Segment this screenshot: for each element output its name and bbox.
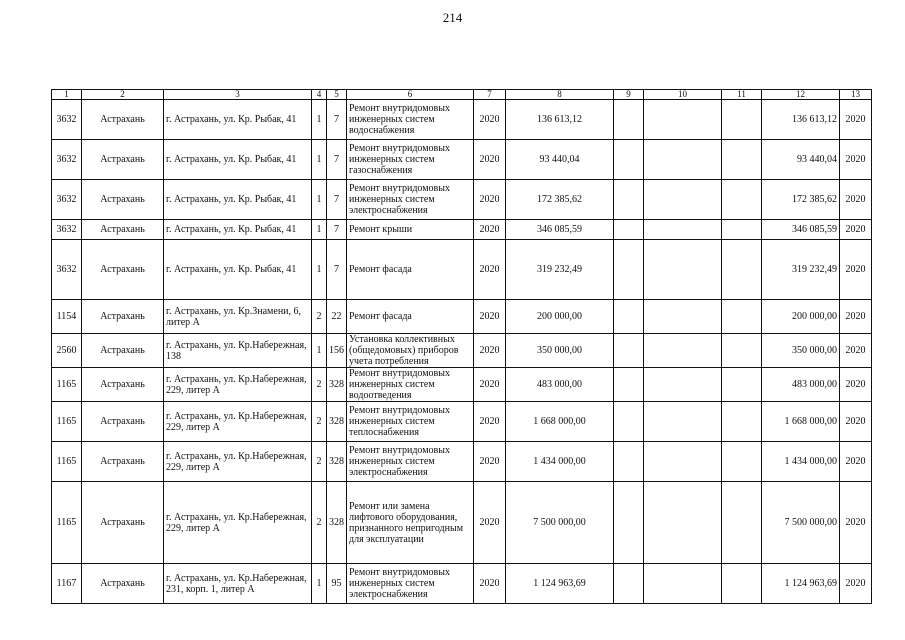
table-cell-col12: 346 085,59 bbox=[762, 220, 840, 240]
table-cell-col5: 7 bbox=[327, 180, 347, 220]
table-cell-col11 bbox=[722, 180, 762, 220]
table-cell-col2: Астрахань bbox=[82, 100, 164, 140]
table-cell-col7: 2020 bbox=[474, 300, 506, 334]
table-cell-col2: Астрахань bbox=[82, 442, 164, 482]
table-cell-col12: 93 440,04 bbox=[762, 140, 840, 180]
table-cell-col12: 7 500 000,00 bbox=[762, 482, 840, 564]
table-cell-col13: 2020 bbox=[840, 482, 872, 564]
table-cell-col4: 1 bbox=[312, 334, 327, 368]
table-cell-col4: 2 bbox=[312, 368, 327, 402]
table-cell-col8: 350 000,00 bbox=[506, 334, 614, 368]
table-cell-col8: 93 440,04 bbox=[506, 140, 614, 180]
table-cell-col1: 1167 bbox=[52, 564, 82, 604]
column-header: 11 bbox=[722, 90, 762, 100]
table-cell-col5: 156 bbox=[327, 334, 347, 368]
table-cell-col11 bbox=[722, 402, 762, 442]
table-cell-col11 bbox=[722, 334, 762, 368]
table-cell-col13: 2020 bbox=[840, 300, 872, 334]
column-header: 9 bbox=[614, 90, 644, 100]
table-cell-col6: Ремонт внутридомовых инженерных систем газоснабжения bbox=[347, 140, 474, 180]
table-cell-col3: г. Астрахань, ул. Кр.Набережная, 229, литер А bbox=[164, 368, 312, 402]
table-cell-col9 bbox=[614, 100, 644, 140]
table-cell-col9 bbox=[614, 564, 644, 604]
table-cell-col8: 1 668 000,00 bbox=[506, 402, 614, 442]
table-cell-col2: Астрахань bbox=[82, 564, 164, 604]
table-cell-col9 bbox=[614, 442, 644, 482]
table-cell-col10 bbox=[644, 368, 722, 402]
table-cell-col13: 2020 bbox=[840, 220, 872, 240]
table-cell-col4: 1 bbox=[312, 240, 327, 300]
table-cell-col7: 2020 bbox=[474, 140, 506, 180]
table-cell-col11 bbox=[722, 140, 762, 180]
table-row bbox=[52, 442, 872, 482]
table-cell-col8: 1 124 963,69 bbox=[506, 564, 614, 604]
table-cell-col1: 3632 bbox=[52, 180, 82, 220]
table-cell-col5: 95 bbox=[327, 564, 347, 604]
table-cell-col10 bbox=[644, 482, 722, 564]
table-cell-col8: 483 000,00 bbox=[506, 368, 614, 402]
table-cell-col6: Ремонт внутридомовых инженерных систем электроснабжения bbox=[347, 180, 474, 220]
table-row bbox=[52, 402, 872, 442]
column-header: 12 bbox=[762, 90, 840, 100]
table-cell-col12: 136 613,12 bbox=[762, 100, 840, 140]
table-cell-col13: 2020 bbox=[840, 240, 872, 300]
table-cell-col10 bbox=[644, 220, 722, 240]
table-cell-col12: 350 000,00 bbox=[762, 334, 840, 368]
table-cell-col7: 2020 bbox=[474, 220, 506, 240]
table-row bbox=[52, 334, 872, 368]
table-cell-col5: 22 bbox=[327, 300, 347, 334]
table-cell-col10 bbox=[644, 100, 722, 140]
table-cell-col7: 2020 bbox=[474, 368, 506, 402]
table-cell-col3: г. Астрахань, ул. Кр.Набережная, 138 bbox=[164, 334, 312, 368]
table-cell-col4: 2 bbox=[312, 402, 327, 442]
table-row bbox=[52, 482, 872, 564]
table-cell-col5: 328 bbox=[327, 368, 347, 402]
table-cell-col4: 1 bbox=[312, 140, 327, 180]
table-cell-col9 bbox=[614, 402, 644, 442]
table-cell-col6: Ремонт фасада bbox=[347, 240, 474, 300]
table-cell-col13: 2020 bbox=[840, 140, 872, 180]
table-cell-col3: г. Астрахань, ул. Кр. Рыбак, 41 bbox=[164, 240, 312, 300]
table-cell-col5: 328 bbox=[327, 402, 347, 442]
table-cell-col6: Ремонт внутридомовых инженерных систем водоснабжения bbox=[347, 100, 474, 140]
table-cell-col13: 2020 bbox=[840, 442, 872, 482]
column-header: 1 bbox=[52, 90, 82, 100]
table-row bbox=[52, 240, 872, 300]
table-cell-col4: 2 bbox=[312, 442, 327, 482]
table-cell-col7: 2020 bbox=[474, 240, 506, 300]
table-cell-col11 bbox=[722, 220, 762, 240]
table-cell-col9 bbox=[614, 140, 644, 180]
table-cell-col13: 2020 bbox=[840, 368, 872, 402]
table-cell-col10 bbox=[644, 402, 722, 442]
table-cell-col1: 3632 bbox=[52, 220, 82, 240]
table-cell-col8: 172 385,62 bbox=[506, 180, 614, 220]
table-row bbox=[52, 564, 872, 604]
column-header: 10 bbox=[644, 90, 722, 100]
table-cell-col6: Установка коллективных (общедомовых) приборов учета потребления bbox=[347, 334, 474, 368]
page-number: 214 bbox=[442, 10, 463, 25]
table-cell-col1: 1165 bbox=[52, 482, 82, 564]
table-cell-col12: 319 232,49 bbox=[762, 240, 840, 300]
table-cell-col11 bbox=[722, 100, 762, 140]
table-cell-col10 bbox=[644, 180, 722, 220]
table-cell-col8: 136 613,12 bbox=[506, 100, 614, 140]
table-cell-col11 bbox=[722, 482, 762, 564]
table-cell-col8: 346 085,59 bbox=[506, 220, 614, 240]
table-cell-col9 bbox=[614, 482, 644, 564]
column-header: 13 bbox=[840, 90, 872, 100]
table-cell-col1: 2560 bbox=[52, 334, 82, 368]
table-cell-col2: Астрахань bbox=[82, 140, 164, 180]
table-cell-col4: 2 bbox=[312, 482, 327, 564]
table-row bbox=[52, 140, 872, 180]
table-cell-col9 bbox=[614, 220, 644, 240]
table-cell-col5: 7 bbox=[327, 140, 347, 180]
table-cell-col11 bbox=[722, 564, 762, 604]
table-cell-col3: г. Астрахань, ул. Кр.Знамени, 6, литер А bbox=[164, 300, 312, 334]
table-cell-col9 bbox=[614, 334, 644, 368]
table-cell-col1: 1165 bbox=[52, 402, 82, 442]
table-cell-col9 bbox=[614, 240, 644, 300]
table-cell-col4: 1 bbox=[312, 100, 327, 140]
table-cell-col6: Ремонт крыши bbox=[347, 220, 474, 240]
table-cell-col10 bbox=[644, 300, 722, 334]
column-header: 7 bbox=[474, 90, 506, 100]
table-cell-col7: 2020 bbox=[474, 334, 506, 368]
table-row bbox=[52, 220, 872, 240]
table-row bbox=[52, 180, 872, 220]
table-cell-col2: Астрахань bbox=[82, 300, 164, 334]
table-cell-col13: 2020 bbox=[840, 564, 872, 604]
table-cell-col11 bbox=[722, 300, 762, 334]
table-cell-col10 bbox=[644, 334, 722, 368]
table-cell-col11 bbox=[722, 240, 762, 300]
table-cell-col3: г. Астрахань, ул. Кр. Рыбак, 41 bbox=[164, 180, 312, 220]
table-cell-col5: 7 bbox=[327, 100, 347, 140]
table-cell-col2: Астрахань bbox=[82, 180, 164, 220]
table-cell-col1: 1165 bbox=[52, 442, 82, 482]
table-cell-col9 bbox=[614, 180, 644, 220]
works-table bbox=[51, 89, 872, 604]
table-row bbox=[52, 368, 872, 402]
column-header: 2 bbox=[82, 90, 164, 100]
table-cell-col3: г. Астрахань, ул. Кр.Набережная, 229, литер А bbox=[164, 482, 312, 564]
table-cell-col4: 1 bbox=[312, 564, 327, 604]
table-cell-col10 bbox=[644, 442, 722, 482]
table-cell-col12: 172 385,62 bbox=[762, 180, 840, 220]
column-header: 8 bbox=[506, 90, 614, 100]
table-cell-col6: Ремонт внутридомовых инженерных систем теплоснабжения bbox=[347, 402, 474, 442]
table-cell-col5: 7 bbox=[327, 220, 347, 240]
table-cell-col3: г. Астрахань, ул. Кр. Рыбак, 41 bbox=[164, 140, 312, 180]
table-cell-col10 bbox=[644, 240, 722, 300]
table-cell-col6: Ремонт внутридомовых инженерных систем электроснабжения bbox=[347, 564, 474, 604]
table-cell-col6: Ремонт фасада bbox=[347, 300, 474, 334]
table-cell-col9 bbox=[614, 300, 644, 334]
table-cell-col6: Ремонт внутридомовых инженерных систем водоотведения bbox=[347, 368, 474, 402]
table-cell-col2: Астрахань bbox=[82, 482, 164, 564]
table-cell-col7: 2020 bbox=[474, 564, 506, 604]
table-cell-col2: Астрахань bbox=[82, 402, 164, 442]
table-cell-col4: 1 bbox=[312, 180, 327, 220]
column-header: 5 bbox=[327, 90, 347, 100]
table-cell-col7: 2020 bbox=[474, 442, 506, 482]
table-cell-col6: Ремонт или замена лифтового оборудования, признанного непригодным для эксплуатации bbox=[347, 482, 474, 564]
table-cell-col3: г. Астрахань, ул. Кр.Набережная, 229, литер А bbox=[164, 442, 312, 482]
table-cell-col7: 2020 bbox=[474, 402, 506, 442]
table-cell-col8: 1 434 000,00 bbox=[506, 442, 614, 482]
table-cell-col5: 328 bbox=[327, 442, 347, 482]
table-cell-col8: 319 232,49 bbox=[506, 240, 614, 300]
table-cell-col12: 1 668 000,00 bbox=[762, 402, 840, 442]
table-cell-col1: 3632 bbox=[52, 140, 82, 180]
table-row bbox=[52, 300, 872, 334]
table-cell-col12: 1 124 963,69 bbox=[762, 564, 840, 604]
table-cell-col13: 2020 bbox=[840, 180, 872, 220]
table-cell-col7: 2020 bbox=[474, 180, 506, 220]
table-row bbox=[52, 100, 872, 140]
table-cell-col13: 2020 bbox=[840, 100, 872, 140]
column-header: 3 bbox=[164, 90, 312, 100]
table-header-row bbox=[52, 90, 872, 100]
table-cell-col3: г. Астрахань, ул. Кр. Рыбак, 41 bbox=[164, 100, 312, 140]
table-cell-col1: 3632 bbox=[52, 240, 82, 300]
column-header: 4 bbox=[312, 90, 327, 100]
table-cell-col2: Астрахань bbox=[82, 240, 164, 300]
table-cell-col3: г. Астрахань, ул. Кр.Набережная, 229, литер А bbox=[164, 402, 312, 442]
table-cell-col7: 2020 bbox=[474, 100, 506, 140]
table-cell-col3: г. Астрахань, ул. Кр. Рыбак, 41 bbox=[164, 220, 312, 240]
table-cell-col12: 483 000,00 bbox=[762, 368, 840, 402]
table-cell-col13: 2020 bbox=[840, 402, 872, 442]
table-cell-col5: 7 bbox=[327, 240, 347, 300]
table-cell-col2: Астрахань bbox=[82, 368, 164, 402]
table-cell-col10 bbox=[644, 140, 722, 180]
table-cell-col11 bbox=[722, 368, 762, 402]
table-cell-col2: Астрахань bbox=[82, 220, 164, 240]
table-cell-col8: 7 500 000,00 bbox=[506, 482, 614, 564]
table-cell-col1: 3632 bbox=[52, 100, 82, 140]
table-cell-col2: Астрахань bbox=[82, 334, 164, 368]
table-cell-col12: 200 000,00 bbox=[762, 300, 840, 334]
column-header: 6 bbox=[347, 90, 474, 100]
table-cell-col9 bbox=[614, 368, 644, 402]
table-cell-col7: 2020 bbox=[474, 482, 506, 564]
table-cell-col13: 2020 bbox=[840, 334, 872, 368]
table-cell-col1: 1154 bbox=[52, 300, 82, 334]
table-cell-col5: 328 bbox=[327, 482, 347, 564]
table-cell-col1: 1165 bbox=[52, 368, 82, 402]
table-cell-col4: 1 bbox=[312, 220, 327, 240]
table-cell-col12: 1 434 000,00 bbox=[762, 442, 840, 482]
table-cell-col8: 200 000,00 bbox=[506, 300, 614, 334]
table-cell-col10 bbox=[644, 564, 722, 604]
table-cell-col4: 2 bbox=[312, 300, 327, 334]
table-cell-col6: Ремонт внутридомовых инженерных систем электроснабжения bbox=[347, 442, 474, 482]
table-cell-col11 bbox=[722, 442, 762, 482]
table-cell-col3: г. Астрахань, ул. Кр.Набережная, 231, корп. 1, литер А bbox=[164, 564, 312, 604]
